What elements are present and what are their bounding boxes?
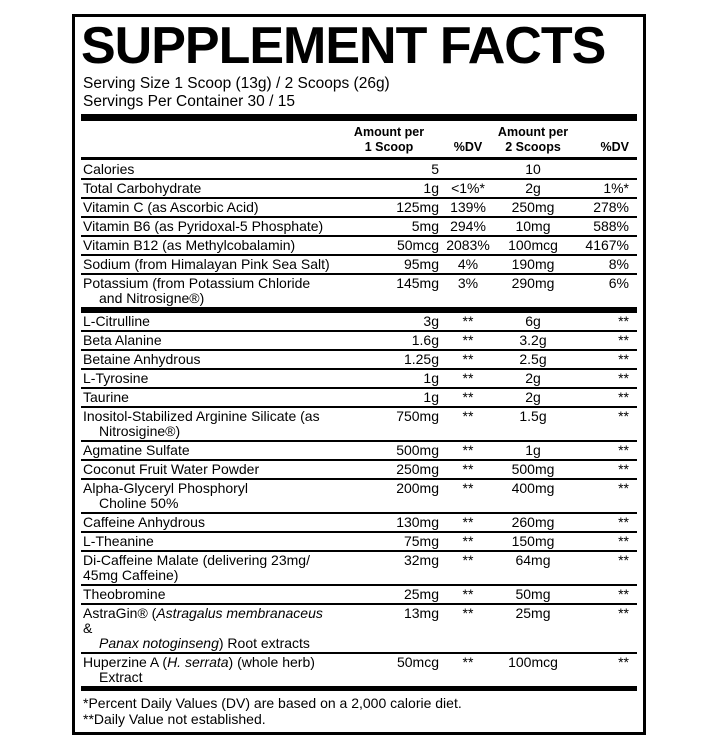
ingredient-name-line2: and Nitrosigne®) bbox=[99, 289, 205, 306]
footnote-dv-not-established: **Daily Value not established. bbox=[83, 711, 266, 728]
ingredient-name-line1: L-Tyrosine bbox=[83, 369, 149, 386]
amount-per-1-scoop: 1g bbox=[423, 179, 439, 196]
percent-dv-2-scoops: ** bbox=[618, 653, 629, 670]
column-header-amount-2-scoops: Amount per 2 Scoops bbox=[497, 124, 569, 154]
ingredient-name bbox=[81, 409, 339, 439]
amount-per-1-scoop: 13mg bbox=[403, 604, 439, 621]
amount-per-2-scoops: 25mg bbox=[515, 604, 551, 621]
percent-dv-1-scoop: 2083% bbox=[446, 236, 490, 253]
percent-dv-1-scoop: ** bbox=[462, 441, 474, 458]
percent-dv-2-scoops: ** bbox=[618, 350, 629, 367]
ingredient-name-line1: Caffeine Anhydrous bbox=[83, 513, 205, 530]
percent-dv-2-scoops: ** bbox=[618, 604, 629, 621]
divider-thick-top bbox=[81, 114, 637, 121]
fact-row bbox=[81, 313, 637, 332]
ingredient-name-line1: Vitamin C (as Ascorbic Acid) bbox=[83, 198, 259, 215]
amount-per-2-scoops: 2g bbox=[525, 388, 541, 405]
percent-dv-1-scoop: 3% bbox=[457, 274, 479, 291]
ingredient-name-line1: Taurine bbox=[83, 388, 129, 405]
percent-dv-1-scoop: ** bbox=[462, 331, 474, 348]
percent-dv-2-scoops: ** bbox=[618, 407, 629, 424]
percent-dv-1-scoop: ** bbox=[462, 369, 474, 386]
ingredient-name bbox=[81, 534, 339, 549]
percent-dv-2-scoops: ** bbox=[618, 441, 629, 458]
serving-size-line: Serving Size 1 Scoop (13g) / 2 Scoops (26g) bbox=[83, 74, 390, 92]
fact-row bbox=[81, 514, 637, 533]
percent-dv-2-scoops: ** bbox=[618, 331, 629, 348]
percent-dv-1-scoop: 4% bbox=[457, 255, 479, 272]
amount-per-2-scoops: 2g bbox=[525, 179, 541, 196]
supplement-facts-panel bbox=[72, 14, 646, 735]
percent-dv-1-scoop: ** bbox=[462, 532, 474, 549]
percent-dv-2-scoops: ** bbox=[618, 460, 629, 477]
ingredient-name-line2: Choline 50% bbox=[99, 494, 179, 511]
amount-per-2-scoops: 10mg bbox=[515, 217, 551, 234]
fact-row bbox=[81, 161, 637, 180]
panel-title: SUPPLEMENT FACTS bbox=[81, 17, 606, 75]
fact-row bbox=[81, 237, 637, 256]
ingredient-name-line1: Inositol-Stabilized Arginine Silicate (as bbox=[83, 407, 320, 424]
amount-per-1-scoop: 32mg bbox=[403, 551, 439, 568]
ingredient-name bbox=[81, 443, 339, 458]
fact-row bbox=[81, 389, 637, 408]
ingredient-name bbox=[81, 515, 339, 530]
percent-dv-1-scoop: 139% bbox=[450, 198, 486, 215]
fact-row bbox=[81, 461, 637, 480]
fact-row bbox=[81, 654, 637, 686]
amount-per-2-scoops: 6g bbox=[525, 312, 541, 329]
fact-row bbox=[81, 256, 637, 275]
column-header-row bbox=[81, 121, 637, 157]
amount-per-1-scoop: 5mg bbox=[411, 217, 439, 234]
ingredient-name bbox=[81, 462, 339, 477]
amount-per-1-scoop: 5 bbox=[431, 160, 439, 177]
ingredient-name-line1: Coconut Fruit Water Powder bbox=[83, 460, 260, 477]
column-header-dv-1-scoop: %DV bbox=[453, 139, 483, 154]
amount-per-2-scoops: 1.5g bbox=[519, 407, 547, 424]
ingredient-name-line1: Calories bbox=[83, 160, 135, 177]
ingredient-name bbox=[81, 276, 339, 306]
fact-row bbox=[81, 533, 637, 552]
amount-per-1-scoop: 200mg bbox=[396, 479, 439, 496]
ingredient-name bbox=[81, 333, 339, 348]
amount-per-2-scoops: 2g bbox=[525, 369, 541, 386]
amount-per-1-scoop: 250mg bbox=[396, 460, 439, 477]
percent-dv-1-scoop: ** bbox=[462, 312, 474, 329]
fact-row bbox=[81, 332, 637, 351]
amount-per-2-scoops: 400mg bbox=[511, 479, 555, 496]
ingredient-name bbox=[81, 181, 339, 196]
ingredient-name bbox=[81, 390, 339, 405]
servings-per-container-line: Servings Per Container 30 / 15 bbox=[83, 92, 295, 110]
ingredient-name-line1: Potassium (from Potassium Chloride bbox=[83, 274, 311, 291]
percent-dv-1-scoop: ** bbox=[462, 460, 474, 477]
percent-dv-2-scoops: ** bbox=[618, 532, 629, 549]
percent-dv-1-scoop: 294% bbox=[450, 217, 486, 234]
amount-per-1-scoop: 75mg bbox=[403, 532, 439, 549]
ingredient-name-line1: L-Citrulline bbox=[83, 312, 150, 329]
amount-per-1-scoop: 95mg bbox=[403, 255, 439, 272]
percent-dv-1-scoop: ** bbox=[462, 407, 474, 424]
percent-dv-1-scoop: ** bbox=[462, 604, 474, 621]
percent-dv-1-scoop: ** bbox=[462, 388, 474, 405]
percent-dv-2-scoops: ** bbox=[618, 312, 629, 329]
fact-row bbox=[81, 275, 637, 307]
ingredient-name-line2: Extract bbox=[99, 668, 143, 685]
percent-dv-1-scoop: ** bbox=[462, 513, 474, 530]
fact-row bbox=[81, 218, 637, 237]
ingredient-name-line1: L-Theanine bbox=[83, 532, 154, 549]
fact-row bbox=[81, 442, 637, 461]
ingredient-name bbox=[81, 553, 339, 583]
ingredient-name bbox=[81, 587, 339, 602]
fact-row bbox=[81, 351, 637, 370]
amount-per-2-scoops: 260mg bbox=[511, 513, 555, 530]
amount-per-2-scoops: 190mg bbox=[511, 255, 555, 272]
ingredient-name bbox=[81, 314, 339, 329]
ingredient-name-line1: Di-Caffeine Malate (delivering 23mg/ bbox=[83, 551, 310, 568]
footnotes bbox=[81, 691, 637, 728]
ingredient-name bbox=[81, 481, 339, 511]
ingredient-rows-section bbox=[81, 313, 637, 686]
amount-per-1-scoop: 1.25g bbox=[403, 350, 439, 367]
fact-row bbox=[81, 480, 637, 514]
percent-dv-1-scoop: <1%* bbox=[451, 179, 485, 196]
percent-dv-2-scoops: ** bbox=[618, 479, 629, 496]
amount-per-2-scoops: 3.2g bbox=[519, 331, 547, 348]
ingredient-name-line1: Agmatine Sulfate bbox=[83, 441, 190, 458]
amount-per-2-scoops: 150mg bbox=[511, 532, 555, 549]
amount-per-1-scoop: 25mg bbox=[403, 585, 439, 602]
amount-per-1-scoop: 3g bbox=[423, 312, 439, 329]
ingredient-name-line1: Alpha-Glyceryl Phosphoryl bbox=[83, 479, 248, 496]
ingredient-name bbox=[81, 238, 339, 253]
ingredient-name-line1: Total Carbohydrate bbox=[83, 179, 202, 196]
amount-per-1-scoop: 1g bbox=[423, 369, 439, 386]
amount-per-2-scoops: 250mg bbox=[511, 198, 555, 215]
percent-dv-2-scoops: ** bbox=[618, 585, 629, 602]
percent-dv-1-scoop: ** bbox=[462, 653, 474, 670]
fact-row bbox=[81, 408, 637, 442]
ingredient-name bbox=[81, 371, 339, 386]
percent-dv-1-scoop: ** bbox=[462, 585, 474, 602]
amount-per-1-scoop: 125mg bbox=[396, 198, 439, 215]
ingredient-name bbox=[81, 257, 339, 272]
fact-row bbox=[81, 605, 637, 654]
ingredient-name-line2: Panax notoginseng) Root extracts bbox=[99, 634, 310, 651]
amount-per-1-scoop: 50mcg bbox=[396, 653, 439, 670]
percent-dv-2-scoops: ** bbox=[618, 551, 629, 568]
amount-per-2-scoops: 1g bbox=[525, 441, 541, 458]
amount-per-1-scoop: 500mg bbox=[396, 441, 439, 458]
amount-per-1-scoop: 50mcg bbox=[396, 236, 439, 253]
ingredient-name bbox=[81, 606, 339, 651]
column-header-amount-1-scoop: Amount per 1 Scoop bbox=[353, 124, 425, 154]
amount-per-2-scoops: 10 bbox=[525, 160, 541, 177]
ingredient-name bbox=[81, 200, 339, 215]
amount-per-2-scoops: 100mcg bbox=[508, 236, 558, 253]
ingredient-name-line1: Sodium (from Himalayan Pink Sea Salt) bbox=[83, 255, 330, 272]
percent-dv-2-scoops: ** bbox=[618, 513, 629, 530]
ingredient-name-line1: Huperzine A (H. serrata) (whole herb) bbox=[83, 653, 315, 670]
divider-header-underline bbox=[81, 157, 637, 160]
percent-dv-2-scoops: 8% bbox=[608, 255, 629, 272]
amount-per-2-scoops: 50mg bbox=[515, 585, 551, 602]
ingredient-name bbox=[81, 655, 339, 685]
amount-per-2-scoops: 100mcg bbox=[508, 653, 558, 670]
ingredient-name-line1: AstraGin® (Astragalus membranaceus & bbox=[83, 604, 323, 636]
amount-per-1-scoop: 145mg bbox=[396, 274, 439, 291]
ingredient-name-line2: 45mg Caffeine) bbox=[83, 566, 179, 583]
fact-row bbox=[81, 180, 637, 199]
ingredient-name bbox=[81, 352, 339, 367]
amount-per-1-scoop: 1g bbox=[423, 388, 439, 405]
ingredient-name-line1: Vitamin B6 (as Pyridoxal-5 Phosphate) bbox=[83, 217, 324, 234]
footnote-percent-dv: *Percent Daily Values (DV) are based on a 2,000 calorie diet. bbox=[83, 694, 462, 711]
fact-row bbox=[81, 199, 637, 218]
percent-dv-1-scoop: ** bbox=[462, 479, 474, 496]
ingredient-name bbox=[81, 162, 339, 177]
percent-dv-2-scoops: 1%* bbox=[603, 179, 629, 196]
fact-row bbox=[81, 552, 637, 586]
nutrient-rows-section bbox=[81, 161, 637, 307]
ingredient-name-line1: Vitamin B12 (as Methylcobalamin) bbox=[83, 236, 296, 253]
ingredient-name-line1: Beta Alanine bbox=[83, 331, 162, 348]
amount-per-1-scoop: 750mg bbox=[396, 407, 439, 424]
amount-per-2-scoops: 500mg bbox=[511, 460, 555, 477]
ingredient-name-line2: Nitrosigine®) bbox=[99, 422, 181, 439]
ingredient-name bbox=[81, 219, 339, 234]
amount-per-2-scoops: 2.5g bbox=[519, 350, 547, 367]
percent-dv-2-scoops: 278% bbox=[593, 198, 629, 215]
percent-dv-2-scoops: ** bbox=[618, 388, 629, 405]
amount-per-2-scoops: 64mg bbox=[515, 551, 551, 568]
percent-dv-1-scoop: ** bbox=[462, 551, 474, 568]
ingredient-name-line1: Betaine Anhydrous bbox=[83, 350, 201, 367]
fact-row bbox=[81, 586, 637, 605]
percent-dv-2-scoops: 588% bbox=[593, 217, 629, 234]
amount-per-1-scoop: 1.6g bbox=[411, 331, 439, 348]
percent-dv-1-scoop: ** bbox=[462, 350, 474, 367]
column-header-dv-2-scoops: %DV bbox=[600, 139, 629, 154]
percent-dv-2-scoops: 4167% bbox=[585, 236, 629, 253]
amount-per-1-scoop: 130mg bbox=[396, 513, 439, 530]
ingredient-name-line1: Theobromine bbox=[83, 585, 166, 602]
fact-row bbox=[81, 370, 637, 389]
percent-dv-2-scoops: ** bbox=[618, 369, 629, 386]
percent-dv-2-scoops: 6% bbox=[608, 274, 629, 291]
amount-per-2-scoops: 290mg bbox=[511, 274, 555, 291]
